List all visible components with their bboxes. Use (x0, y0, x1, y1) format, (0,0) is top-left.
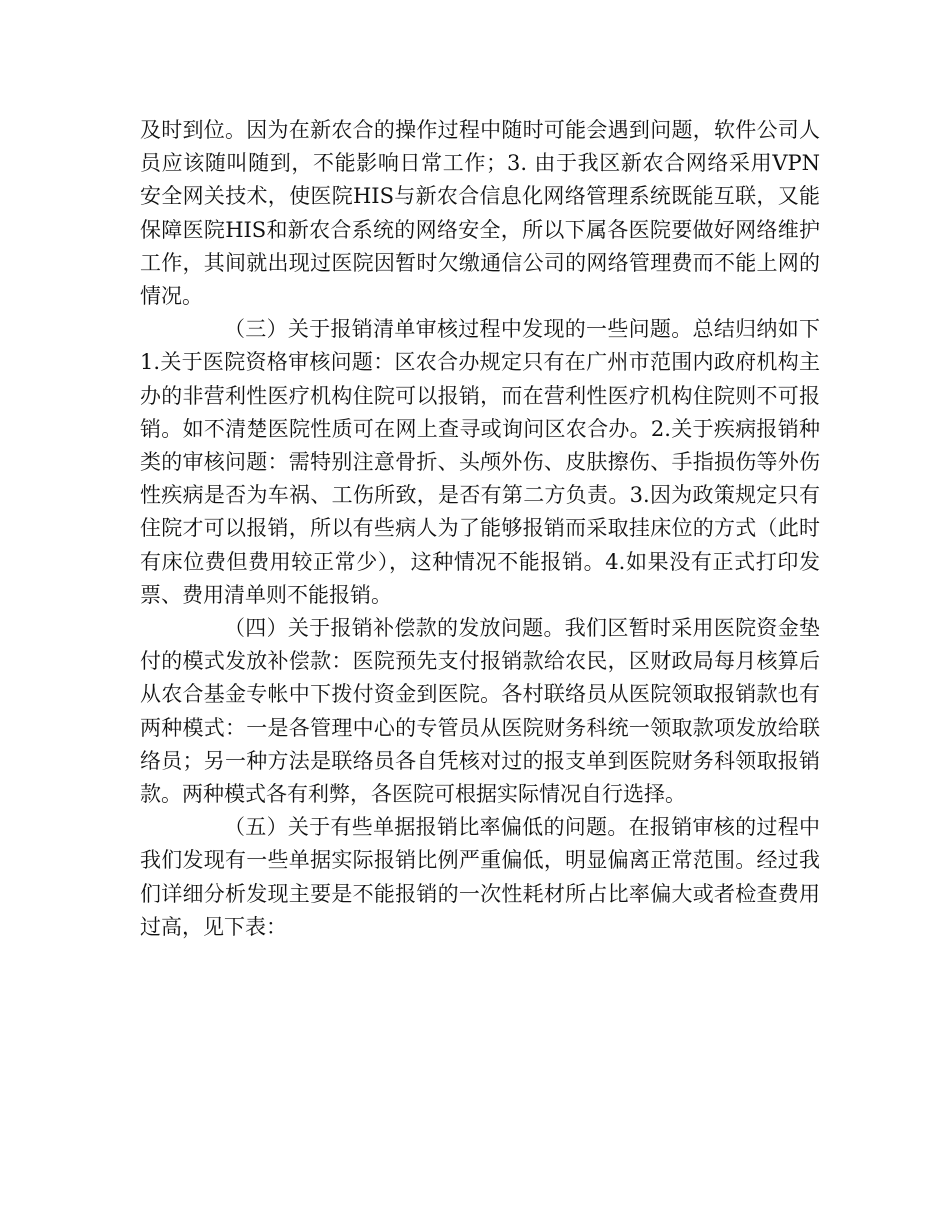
paragraph-section-5: （五）关于有些单据报销比率偏低的问题。在报销审核的过程中我们发现有一些单据实际报销比例严重偏低，明显偏离正常范围。经过我们详细分析发现主要是不能报销的一次性耗材所占比率偏大或者检查费用过高，见下表： (140, 815, 820, 939)
paragraph-continuation: 及时到位。因为在新农合的操作过程中随时可能会遇到问题，软件公司人员应该随叫随到，不能影响日常工作；3. 由于我区新农合网络采用VPN安全网关技术，使医院HIS与新农合信息化网络管理系统既能互联，又能保障医院HIS和新农合系统的网络安全，所以下属各医院要做好网络维护工作，其间就出现过医院因暂时欠缴通信公司的网络管理费而不能上网的情况。 (140, 118, 820, 309)
document-body (140, 114, 820, 944)
paragraph-section-4: （四）关于报销补偿款的发放问题。我们区暂时采用医院资金垫付的模式发放补偿款：医院预先支付报销款给农民，区财政局每月核算后从农合基金专帐中下拨付资金到医院。各村联络员从医院领取报销款也有两种模式：一是各管理中心的专管员从医院财务科统一领取款项发放给联络员；另一种方法是联络员各自凭核对过的报支单到医院财务科领取报销款。两种模式各有利弊，各医院可根据实际情况自行选择。 (140, 616, 820, 807)
paragraph-section-3: （三）关于报销清单审核过程中发现的一些问题。总结归纳如下1.关于医院资格审核问题：区农合办规定只有在广州市范围内政府机构主办的非营利性医疗机构住院可以报销，而在营利性医疗机构住院则不可报销。如不清楚医院性质可在网上查寻或询问区农合办。2.关于疾病报销种类的审核问题：需特别注意骨折、头颅外伤、皮肤擦伤、手指损伤等外伤性疾病是否为车祸、工伤所致，是否有第二方负责。3.因为政策规定只有住院才可以报销，所以有些病人为了能够报销而采取挂床位的方式（此时有床位费但费用较正常少），这种情况不能报销。4.如果没有正式打印发票、费用清单则不能报销。 (140, 317, 820, 607)
